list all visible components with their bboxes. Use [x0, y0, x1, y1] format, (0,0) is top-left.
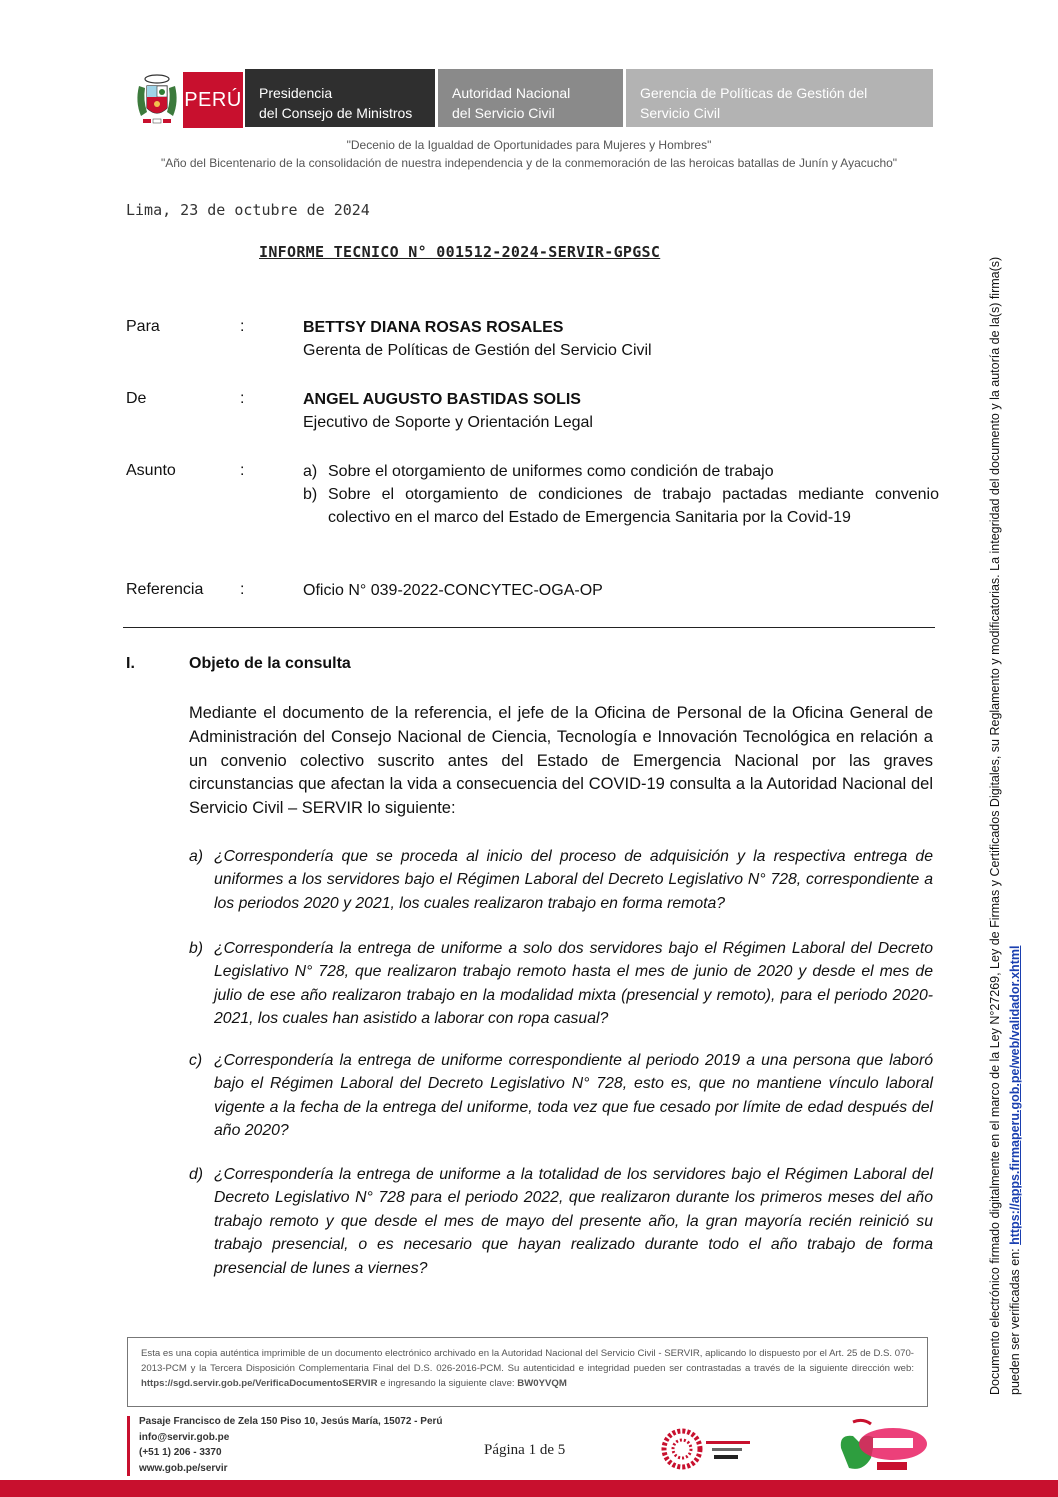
para-value [303, 316, 939, 362]
signature-note-line2 [1005, 195, 1025, 1395]
decenio-line2: "Año del Bicentenario de la consolidación de nuestra independencia y de la conmemoración de las heroicas batallas de Junín y Ayacucho" [160, 156, 898, 170]
asunto-item-text: Sobre el otorgamiento de condiciones de trabajo pactadas mediante convenio colectivo en el marco del Estado de Emergencia Sanitaria por la Covid-19 [328, 486, 939, 526]
asunto-item [303, 460, 939, 483]
question-item [189, 1163, 933, 1280]
header-gerencia-line1: Gerencia de Políticas de Gestión del [640, 85, 868, 101]
para-role: Gerenta de Políticas de Gestión del Servicio Civil [303, 342, 652, 359]
website-line[interactable]: www.gob.pe/servir [139, 1462, 228, 1474]
de-name: ANGEL AUGUSTO BASTIDAS SOLIS [303, 391, 581, 408]
document-title: INFORME TECNICO N° 001512-2024-SERVIR-GPGSC [259, 243, 661, 261]
question-mark: b) [189, 940, 204, 957]
header-pcm-box [245, 69, 435, 127]
authenticity-notice [127, 1337, 928, 1407]
de-label: De [126, 390, 147, 407]
para-name: BETTSY DIANA ROSAS ROSALES [303, 319, 564, 336]
asunto-label: Asunto [126, 462, 176, 479]
question-mark: a) [189, 848, 204, 865]
question-mark: c) [189, 1052, 203, 1069]
section-paragraph: Mediante el documento de la referencia, el jefe de la Oficina de Personal de la Oficina General de Administración del Consejo Nacional de Ciencia, Tecnología e Innovación Tecnológica en relación a un convenio colectivo suscrito antes del Estado de Emergencia Nacional por las graves circunstancias que afectan la vida a consecuencia del COVID-19 consulta a la Autoridad Nacional del Servicio Civil – SERVIR lo siguiente: [189, 704, 933, 818]
header-servir-line1: Autoridad Nacional [452, 85, 571, 101]
authenticity-text: Esta es una copia auténtica imprimible de un documento electrónico archivado en la Autoridad Nacional del Servicio Civil - SERVIR, aplicando lo dispuesto por el Art. 25 de D.S. 070-2013-PCM y la Tercera Disposición Complementaria Final del D.S. 026-2016-PCM. Su autenticidad e integridad pueden ser contrastadas a través de la siguiente dirección web: [141, 1348, 914, 1374]
ponle-punche-logo-icon [833, 1418, 933, 1478]
decenio-text [0, 136, 1058, 172]
validator-link[interactable]: https://apps.firmaperu.gob.pe/web/validador.xhtml [1008, 945, 1022, 1245]
asunto-value [303, 460, 939, 529]
question-text: ¿Correspondería la entrega de uniforme correspondiente al periodo 2019 a una persona que laboró bajo el Régimen Laboral del Decreto Legislativo N° 728, esto es, que no mantiene vínculo laboral vigente a la fecha de la entrega del uniforme, toda vez que fue cesado por límite de edad después del año 2020? [214, 1052, 933, 1140]
header-pcm-line2: del Consejo de Ministros [259, 105, 413, 121]
verification-url[interactable]: https://sgd.servir.gob.pe/VerificaDocumentoSERVIR [141, 1378, 378, 1389]
asunto-item-text: Sobre el otorgamiento de uniformes como condición de trabajo [328, 463, 774, 480]
phone-line: (+51 1) 206 - 3370 [139, 1447, 222, 1458]
authenticity-text-mid: e ingresando la siguiente clave: [377, 1378, 518, 1389]
question-item [189, 1049, 933, 1143]
de-role: Ejecutivo de Soporte y Orientación Legal [303, 414, 593, 431]
header-gerencia-box [626, 69, 933, 127]
section-number: I. [126, 655, 135, 672]
de-colon: : [240, 390, 245, 407]
referencia-colon: : [240, 581, 245, 598]
asunto-item [303, 483, 939, 529]
signature-note-prefix: pueden ser verificadas en: [1008, 1244, 1022, 1395]
address-accent-bar [127, 1416, 130, 1476]
decenio-line1: "Decenio de la Igualdad de Oportunidades para Mujeres y Hombres" [346, 138, 712, 152]
footer-address [139, 1414, 443, 1476]
question-item [189, 845, 933, 915]
footer-red-bar [0, 1480, 1058, 1497]
header-servir-line2: del Servicio Civil [452, 105, 555, 121]
verification-key: BW0YVQM [517, 1378, 567, 1389]
signature-note-line1: Documento electrónico firmado digitalmente en el marco de la Ley N°27269, Ley de Firmas y Certificados Digitales, su Reglamento y modificatorias. La integridad del documento y la autoría de la(s) firma(s) [988, 256, 1002, 1395]
referencia-label: Referencia [126, 581, 204, 598]
asunto-item-mark: b) [303, 486, 318, 503]
header-pcm-line1: Presidencia [259, 85, 333, 101]
question-text: ¿Correspondería la entrega de uniforme a solo dos servidores bajo el Régimen Laboral del Decreto Legislativo N° 728, que realizaron trabajo remoto hasta el mes de junio de 2020 y desde el mes de julio de ese año realizaron trabajo en la modalidad mixta (presencial y remoto), para el periodo 2020-2021, los cuales han asistido a laborar con ropa casual? [214, 940, 933, 1028]
asunto-colon: : [240, 462, 245, 479]
digital-signature-note [985, 195, 1025, 1395]
header-servir-box [438, 69, 623, 127]
email-line[interactable]: info@servir.gob.pe [139, 1431, 230, 1443]
question-mark: d) [189, 1166, 204, 1183]
address-line: Pasaje Francisco de Zela 150 Piso 10, Jesús María, 15072 - Perú [139, 1416, 443, 1427]
bicentenario-logo-icon [660, 1421, 756, 1477]
question-text: ¿Correspondería la entrega de uniforme a la totalidad de los servidores bajo el Régimen Laboral del Decreto Legislativo N° 728 para el periodo 2022, que realizaron durante los primeros meses del año trabajo remoto y que desde el mes de mayo del presente año, la gran mayoría recién reinició su trabajo presencial, o es necesario que hayan realizado durante todo el año trabajo de forma presencial de lunes a viernes? [214, 1166, 933, 1277]
de-value [303, 388, 939, 434]
section-title: Objeto de la consulta [189, 655, 351, 672]
para-colon: : [240, 318, 245, 335]
coat-of-arms-icon [133, 72, 181, 128]
asunto-item-mark: a) [303, 463, 318, 480]
header-divider [123, 627, 935, 628]
page-number: Página 1 de 5 [484, 1442, 566, 1458]
para-label: Para [126, 318, 160, 335]
header-gerencia-line2: Servicio Civil [640, 105, 721, 121]
document-date: Lima, 23 de octubre de 2024 [126, 201, 370, 219]
question-text: ¿Correspondería que se proceda al inicio del proceso de adquisición y la respectiva entrega de uniformes a los servidores bajo el Régimen Laboral del Decreto Legislativo N° 728, correspondiente a los periodos 2020 y 2021, los cuales realizaron trabajo en forma remota? [214, 848, 933, 912]
peru-logo: PERÚ [183, 72, 243, 128]
question-item [189, 937, 933, 1031]
referencia-value: Oficio N° 039-2022-CONCYTEC-OGA-OP [303, 582, 603, 599]
